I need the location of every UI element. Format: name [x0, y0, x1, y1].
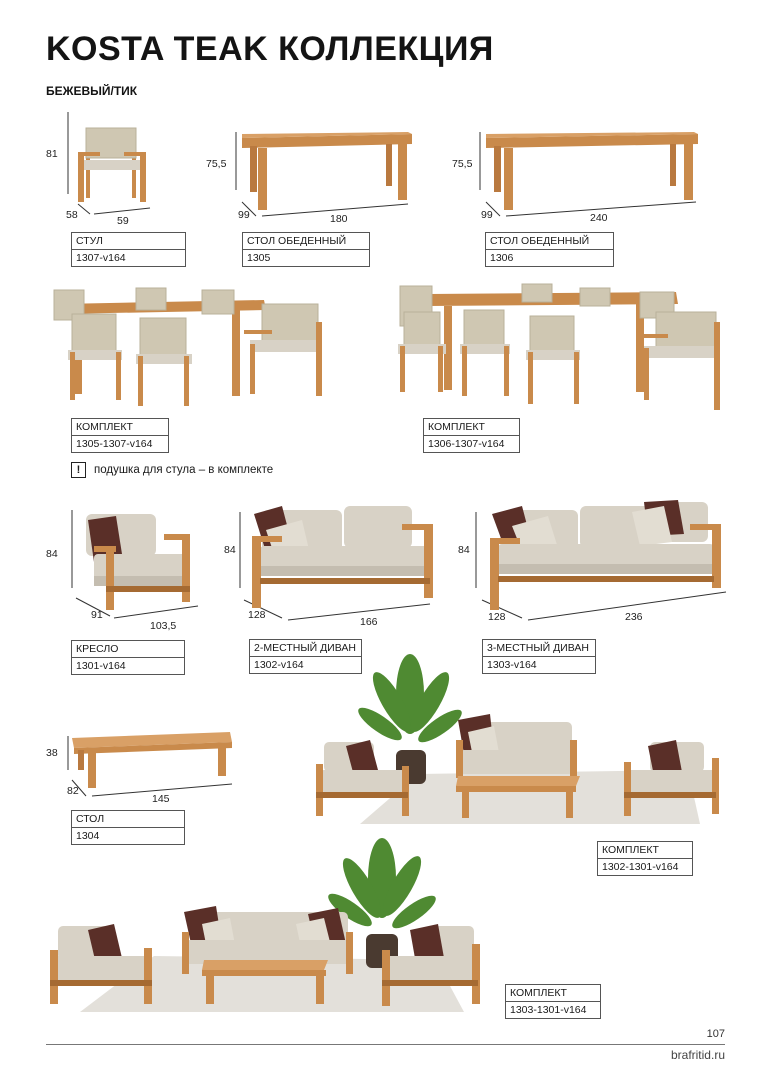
- dining-table-180-illustration: [228, 126, 418, 226]
- sofa3-depth: 128: [488, 611, 506, 623]
- armchair-illustration: [64, 506, 212, 632]
- product-code: 1307-v164: [76, 252, 126, 264]
- product-code: 1305-1307-v164: [76, 438, 153, 450]
- table240-depth: 99: [481, 209, 493, 221]
- coffee-table-depth: 82: [67, 785, 79, 797]
- dining-table-240-label: [485, 232, 614, 267]
- page-title: KOSTA TEAK КОЛЛЕКЦИЯ: [46, 30, 494, 68]
- product-name: СТОЛ ОБЕДЕННЫЙ: [486, 233, 613, 250]
- product-name: КОМПЛЕКТ: [424, 419, 519, 436]
- product-name: КРЕСЛО: [72, 641, 184, 658]
- table240-height: 75,5: [452, 158, 473, 170]
- sofa-3-seat-illustration: [468, 496, 732, 626]
- armchair-label: [71, 640, 185, 675]
- footer-divider: [46, 1044, 725, 1045]
- sofa2-height: 84: [224, 544, 236, 556]
- chair-depth: 58: [66, 209, 78, 221]
- table180-depth: 99: [238, 209, 250, 221]
- sofa2-depth: 128: [248, 609, 266, 621]
- color-subtitle: БЕЖЕВЫЙ/ТИК: [46, 84, 138, 98]
- lounge-set-1302-illustration: [308, 654, 728, 832]
- coffee-table-length: 145: [152, 793, 170, 805]
- dining-set-1305-label: [71, 418, 169, 453]
- lounge-set-1303-label: [505, 984, 601, 1019]
- table240-length: 240: [590, 212, 608, 224]
- exclamation-icon: !: [71, 462, 86, 478]
- dining-table-180-label: [242, 232, 370, 267]
- product-name: КОМПЛЕКТ: [72, 419, 168, 436]
- chair-label: [71, 232, 186, 267]
- product-code: 1304: [76, 830, 100, 842]
- sofa3-height: 84: [458, 544, 470, 556]
- product-code: 1306-1307-v164: [428, 438, 505, 450]
- dining-set-1306-label: [423, 418, 520, 453]
- product-code: 1302-v164: [254, 659, 304, 671]
- lounge-set-1303-illustration: [44, 836, 484, 1018]
- note-text: подушка для стула – в комплекте: [94, 464, 274, 476]
- product-name: СТУЛ: [72, 233, 185, 250]
- product-code: 1303-v164: [487, 659, 537, 671]
- lounge-set-1302-label: [597, 841, 693, 876]
- product-code: 1303-1301-v164: [510, 1004, 587, 1016]
- table180-length: 180: [330, 213, 348, 225]
- cushion-note: [71, 462, 273, 478]
- armchair-depth: 91: [91, 609, 103, 621]
- website-link[interactable]: brafritid.ru: [670, 1048, 725, 1062]
- dining-set-1305-illustration: [44, 286, 334, 418]
- product-name: СТОЛ: [72, 811, 184, 828]
- product-code: 1302-1301-v164: [602, 861, 679, 873]
- product-code: 1305: [247, 252, 271, 264]
- coffee-table-illustration: [60, 726, 240, 810]
- chair-height: 81: [46, 148, 58, 160]
- product-name: 3-МЕСТНЫЙ ДИВАН: [483, 640, 595, 657]
- dining-table-240-illustration: [472, 126, 702, 226]
- product-name: СТОЛ ОБЕДЕННЫЙ: [243, 233, 369, 250]
- product-name: 2-МЕСТНЫЙ ДИВАН: [250, 640, 361, 657]
- page-number: 107: [706, 1028, 725, 1040]
- product-code: 1306: [490, 252, 514, 264]
- sofa2-width: 166: [360, 616, 378, 628]
- armchair-width: 103,5: [150, 620, 177, 632]
- chair-width: 59: [117, 215, 129, 227]
- table180-height: 75,5: [206, 158, 227, 170]
- sofa-2-seat-illustration: [232, 500, 442, 626]
- product-name: КОМПЛЕКТ: [506, 985, 600, 1002]
- dining-set-1306-illustration: [392, 282, 728, 416]
- armchair-height: 84: [46, 548, 58, 560]
- product-name: КОМПЛЕКТ: [598, 842, 692, 859]
- product-code: 1301-v164: [76, 660, 126, 672]
- sofa3-width: 236: [625, 611, 643, 623]
- coffee-table-height: 38: [46, 747, 58, 759]
